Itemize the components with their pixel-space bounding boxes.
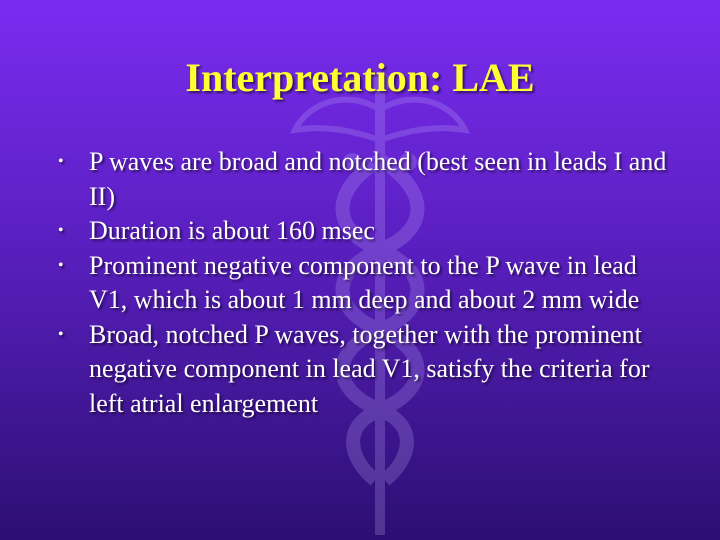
bullet-item-3 [54, 249, 674, 318]
bullet-text: Prominent negative component to the P wave in lead V1, which is about 1 mm deep and about 2 mm wide [89, 250, 640, 314]
bullet-text: P waves are broad and notched (best seen in leads I and II) [89, 147, 667, 211]
bullet-item-1 [54, 145, 674, 214]
bullet-icon: • [58, 325, 64, 343]
bullet-icon: • [58, 256, 64, 274]
bullet-item-2 [54, 214, 674, 249]
bullet-icon: • [58, 153, 64, 170]
bullet-text: Duration is about 160 msec [89, 216, 375, 245]
bullet-item-4 [54, 318, 674, 422]
slide-title: Interpretation: LAE [185, 55, 535, 100]
bullet-icon: • [58, 222, 64, 239]
bullet-text: Broad, notched P waves, together with the prominent negative component in lead V1, satisfy the criteria for left atrial enlargement [89, 319, 650, 418]
bullet-list [54, 145, 674, 421]
